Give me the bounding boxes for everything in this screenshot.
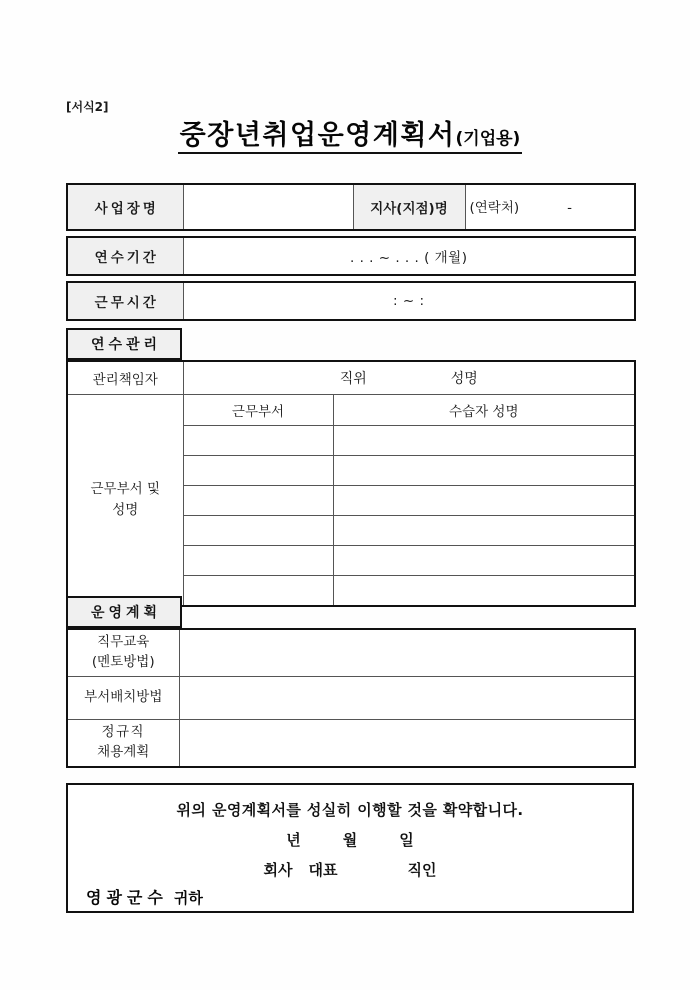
working-hours-input[interactable]: : ~ : [183, 282, 635, 320]
form-code-label: [서식2] [66, 100, 109, 114]
manager-label: 관리책임자 [67, 361, 183, 395]
table-row [67, 237, 635, 275]
date-month-label[interactable]: 월 [342, 831, 358, 849]
fulltime-hiring-label-line2: 채용계획 [97, 744, 150, 760]
table-row [67, 361, 635, 395]
page-title-main: 중장년취업운영계획서 [179, 120, 456, 151]
pledge-recipient-line [86, 885, 203, 908]
representative-label[interactable]: 대표 [308, 861, 338, 879]
page-title [0, 122, 700, 154]
training-period-input[interactable]: . . . ~ . . . ( 개월) [183, 237, 635, 275]
department-and-name-label [67, 395, 183, 607]
date-year-label[interactable]: 년 [286, 831, 301, 849]
fulltime-hiring-label-line1: 정규직 [101, 724, 146, 741]
contact-input[interactable] [465, 184, 635, 230]
trainee-name-cell[interactable] [333, 576, 635, 607]
department-cell[interactable] [183, 456, 333, 486]
trainee-name-cell[interactable] [333, 426, 635, 456]
site-info-table [66, 183, 636, 231]
date-day-label[interactable]: 일 [399, 831, 414, 849]
pledge-signature-line [68, 859, 632, 880]
honorific-label: 귀하 [173, 889, 203, 907]
column-header-department: 근무부서 [183, 395, 333, 426]
table-row [67, 395, 635, 426]
page-title-sub: (기업용) [455, 129, 521, 149]
fulltime-hiring-label [67, 720, 179, 768]
department-assignment-input[interactable] [179, 677, 635, 720]
page-title-underline [178, 122, 523, 154]
trainee-name-cell[interactable] [333, 486, 635, 516]
company-label: 회사 [263, 861, 293, 879]
training-period-table [66, 236, 636, 276]
contact-dash: - [567, 199, 573, 216]
pledge-box [66, 783, 634, 913]
training-management-table [66, 360, 636, 607]
training-period-label: 연수기간 [67, 237, 183, 275]
job-training-label-line2: (멘토방법) [91, 654, 155, 670]
manager-input[interactable] [183, 361, 635, 395]
pledge-statement: 위의 운영계획서를 성실히 이행할 것을 확약합니다. [176, 801, 524, 819]
trainee-name-cell[interactable] [333, 516, 635, 546]
working-hours-label: 근무시간 [67, 282, 183, 320]
trainee-name-cell[interactable] [333, 546, 635, 576]
department-cell[interactable] [183, 516, 333, 546]
manager-name-label: 성명 [450, 371, 478, 387]
department-cell[interactable] [183, 546, 333, 576]
job-training-label [67, 629, 179, 677]
section-header-training-management: 연수관리 [66, 328, 182, 360]
fulltime-hiring-input[interactable] [179, 720, 635, 768]
job-training-label-line1: 직무교육 [97, 634, 150, 651]
department-and-name-label-line2: 성명 [112, 502, 139, 518]
recipient-label: 영광군수 [86, 888, 168, 907]
manager-position-label: 직위 [339, 371, 367, 387]
table-row [67, 282, 635, 320]
pledge-date-line [68, 829, 632, 850]
column-header-trainee-name: 수습자 성명 [333, 395, 635, 426]
section-header-operation-plan: 운영계획 [66, 596, 182, 628]
department-cell[interactable] [183, 426, 333, 456]
site-name-label: 사업장명 [67, 184, 183, 230]
contact-label: (연락처) [469, 199, 520, 216]
table-row [67, 677, 635, 720]
seal-label[interactable]: 직인 [407, 861, 437, 879]
department-and-name-label-line1: 근무부서 및 [90, 481, 160, 498]
branch-name-label: 지사(지점)명 [353, 184, 465, 230]
trainee-name-cell[interactable] [333, 456, 635, 486]
operation-plan-table [66, 628, 636, 768]
table-row [67, 629, 635, 677]
table-row [67, 720, 635, 768]
department-cell[interactable] [183, 576, 333, 607]
site-name-input[interactable] [183, 184, 353, 230]
department-assignment-label: 부서배치방법 [67, 677, 179, 720]
department-cell[interactable] [183, 486, 333, 516]
job-training-input[interactable] [179, 629, 635, 677]
table-row [67, 184, 635, 230]
working-hours-table [66, 281, 636, 321]
